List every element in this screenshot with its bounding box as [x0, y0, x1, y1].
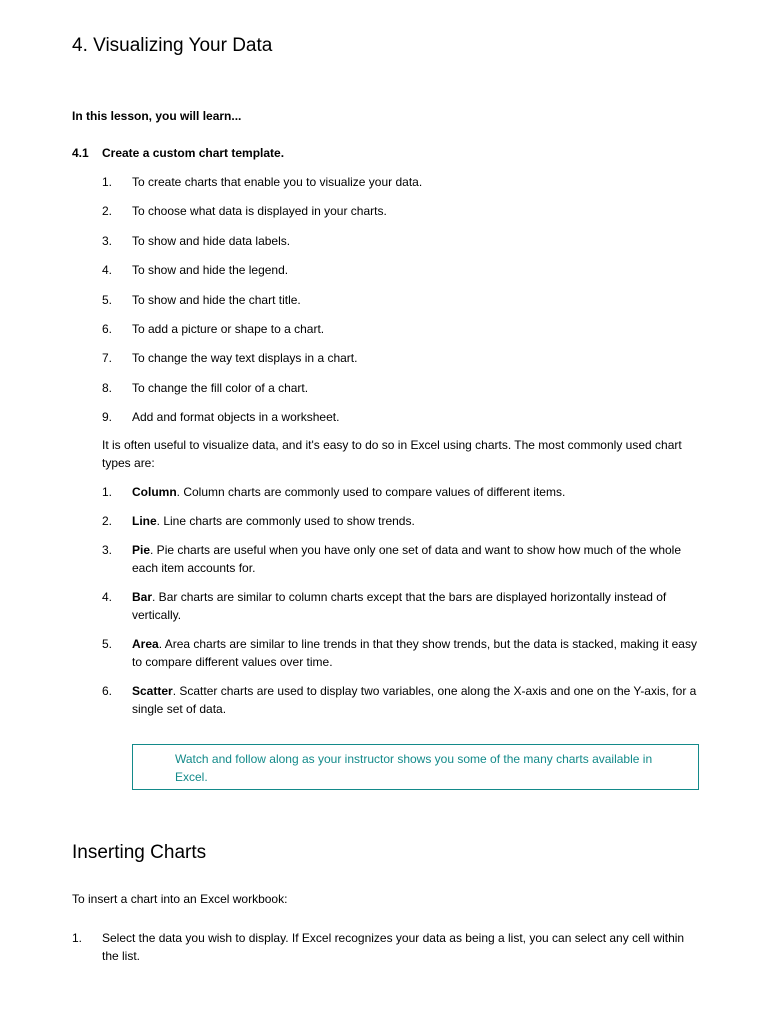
chart-type-name: Area	[132, 637, 159, 651]
objective-text: To show and hide the chart title.	[132, 292, 301, 307]
list-number: 7.	[102, 351, 113, 366]
list-item	[102, 408, 702, 437]
list-item	[102, 483, 702, 501]
list-item	[102, 173, 702, 202]
chart-type-name: Pie	[132, 543, 151, 557]
list-number: 4.	[102, 590, 113, 604]
steps-list	[72, 929, 702, 965]
list-number: 1.	[72, 931, 83, 945]
chart-type-desc: . Pie charts are useful when you have only one set of data and want to show how much of the whole each item accounts for.	[132, 543, 682, 575]
list-number: 6.	[102, 321, 113, 336]
list-item	[102, 379, 702, 408]
list-item	[102, 635, 702, 671]
list-number: 5.	[102, 292, 113, 307]
list-item	[102, 512, 702, 530]
chart-type-desc: . Scatter charts are used to display two variables, one along the X-axis and one on the Y-axis, for a single set of data.	[132, 684, 697, 716]
chart-type-name: Scatter	[132, 684, 173, 698]
page-title: 4. Visualizing Your Data	[72, 35, 273, 56]
chart-type-desc: . Line charts are commonly used to show trends.	[156, 514, 415, 528]
section-number: 4.1	[72, 146, 89, 160]
section-heading	[72, 144, 284, 162]
objective-text: To create charts that enable you to visualize your data.	[132, 175, 423, 189]
lesson-intro: In this lesson, you will learn...	[72, 109, 242, 123]
list-number: 5.	[102, 637, 113, 651]
list-item	[102, 291, 702, 320]
chart-types-list	[102, 483, 702, 729]
objective-text: To change the fill color of a chart.	[132, 380, 309, 395]
list-number: 6.	[102, 684, 113, 698]
list-number: 3.	[102, 233, 113, 248]
objective-text: To choose what data is displayed in your charts.	[132, 204, 387, 219]
chart-type-desc: . Area charts are similar to line trends in that they show trends, but the data is stacked, making it easy to compare different values over time.	[132, 637, 697, 669]
inserting-charts-heading: Inserting Charts	[72, 842, 207, 863]
objective-text: To change the way text displays in a chart.	[132, 351, 358, 366]
list-number: 4.	[102, 263, 113, 278]
chart-type-name: Column	[132, 485, 177, 499]
list-number: 1.	[102, 485, 113, 499]
list-item	[102, 349, 702, 378]
instructor-callout: Watch and follow along as your instructor shows you some of the many charts available in Excel.	[132, 744, 699, 790]
list-number: 1.	[102, 175, 113, 189]
list-number: 8.	[102, 380, 113, 395]
list-item	[102, 320, 702, 349]
list-item	[102, 232, 702, 261]
list-number: 2.	[102, 204, 113, 219]
objective-text: To show and hide the legend.	[132, 263, 289, 278]
list-item	[102, 588, 702, 624]
objectives-list	[102, 173, 702, 438]
list-item	[102, 202, 702, 231]
chart-type-name: Line	[132, 514, 157, 528]
inserting-intro: To insert a chart into an Excel workbook:	[72, 892, 288, 906]
chart-type-name: Bar	[132, 590, 153, 604]
list-number: 3.	[102, 543, 113, 557]
section-title: Create a custom chart template.	[102, 146, 285, 160]
list-number: 2.	[102, 514, 113, 528]
step-text: Select the data you wish to display. If Excel recognizes your data as being a list, you can select any cell within the list.	[102, 931, 685, 963]
chart-types-intro: It is often useful to visualize data, and it's easy to do so in Excel using charts. The most commonly used chart types are:	[102, 438, 682, 470]
chart-type-desc: . Column charts are commonly used to compare values of different items.	[176, 485, 566, 499]
list-item	[102, 261, 702, 290]
objective-text: To add a picture or shape to a chart.	[132, 321, 325, 336]
list-number: 9.	[102, 410, 113, 425]
chart-type-desc: . Bar charts are similar to column charts except that the bars are displayed horizontally instead of vertically.	[132, 590, 667, 622]
list-item	[72, 929, 702, 965]
objective-text: To show and hide data labels.	[132, 233, 291, 248]
list-item	[102, 682, 702, 718]
list-item	[102, 541, 702, 577]
objective-text: Add and format objects in a worksheet.	[132, 410, 340, 425]
